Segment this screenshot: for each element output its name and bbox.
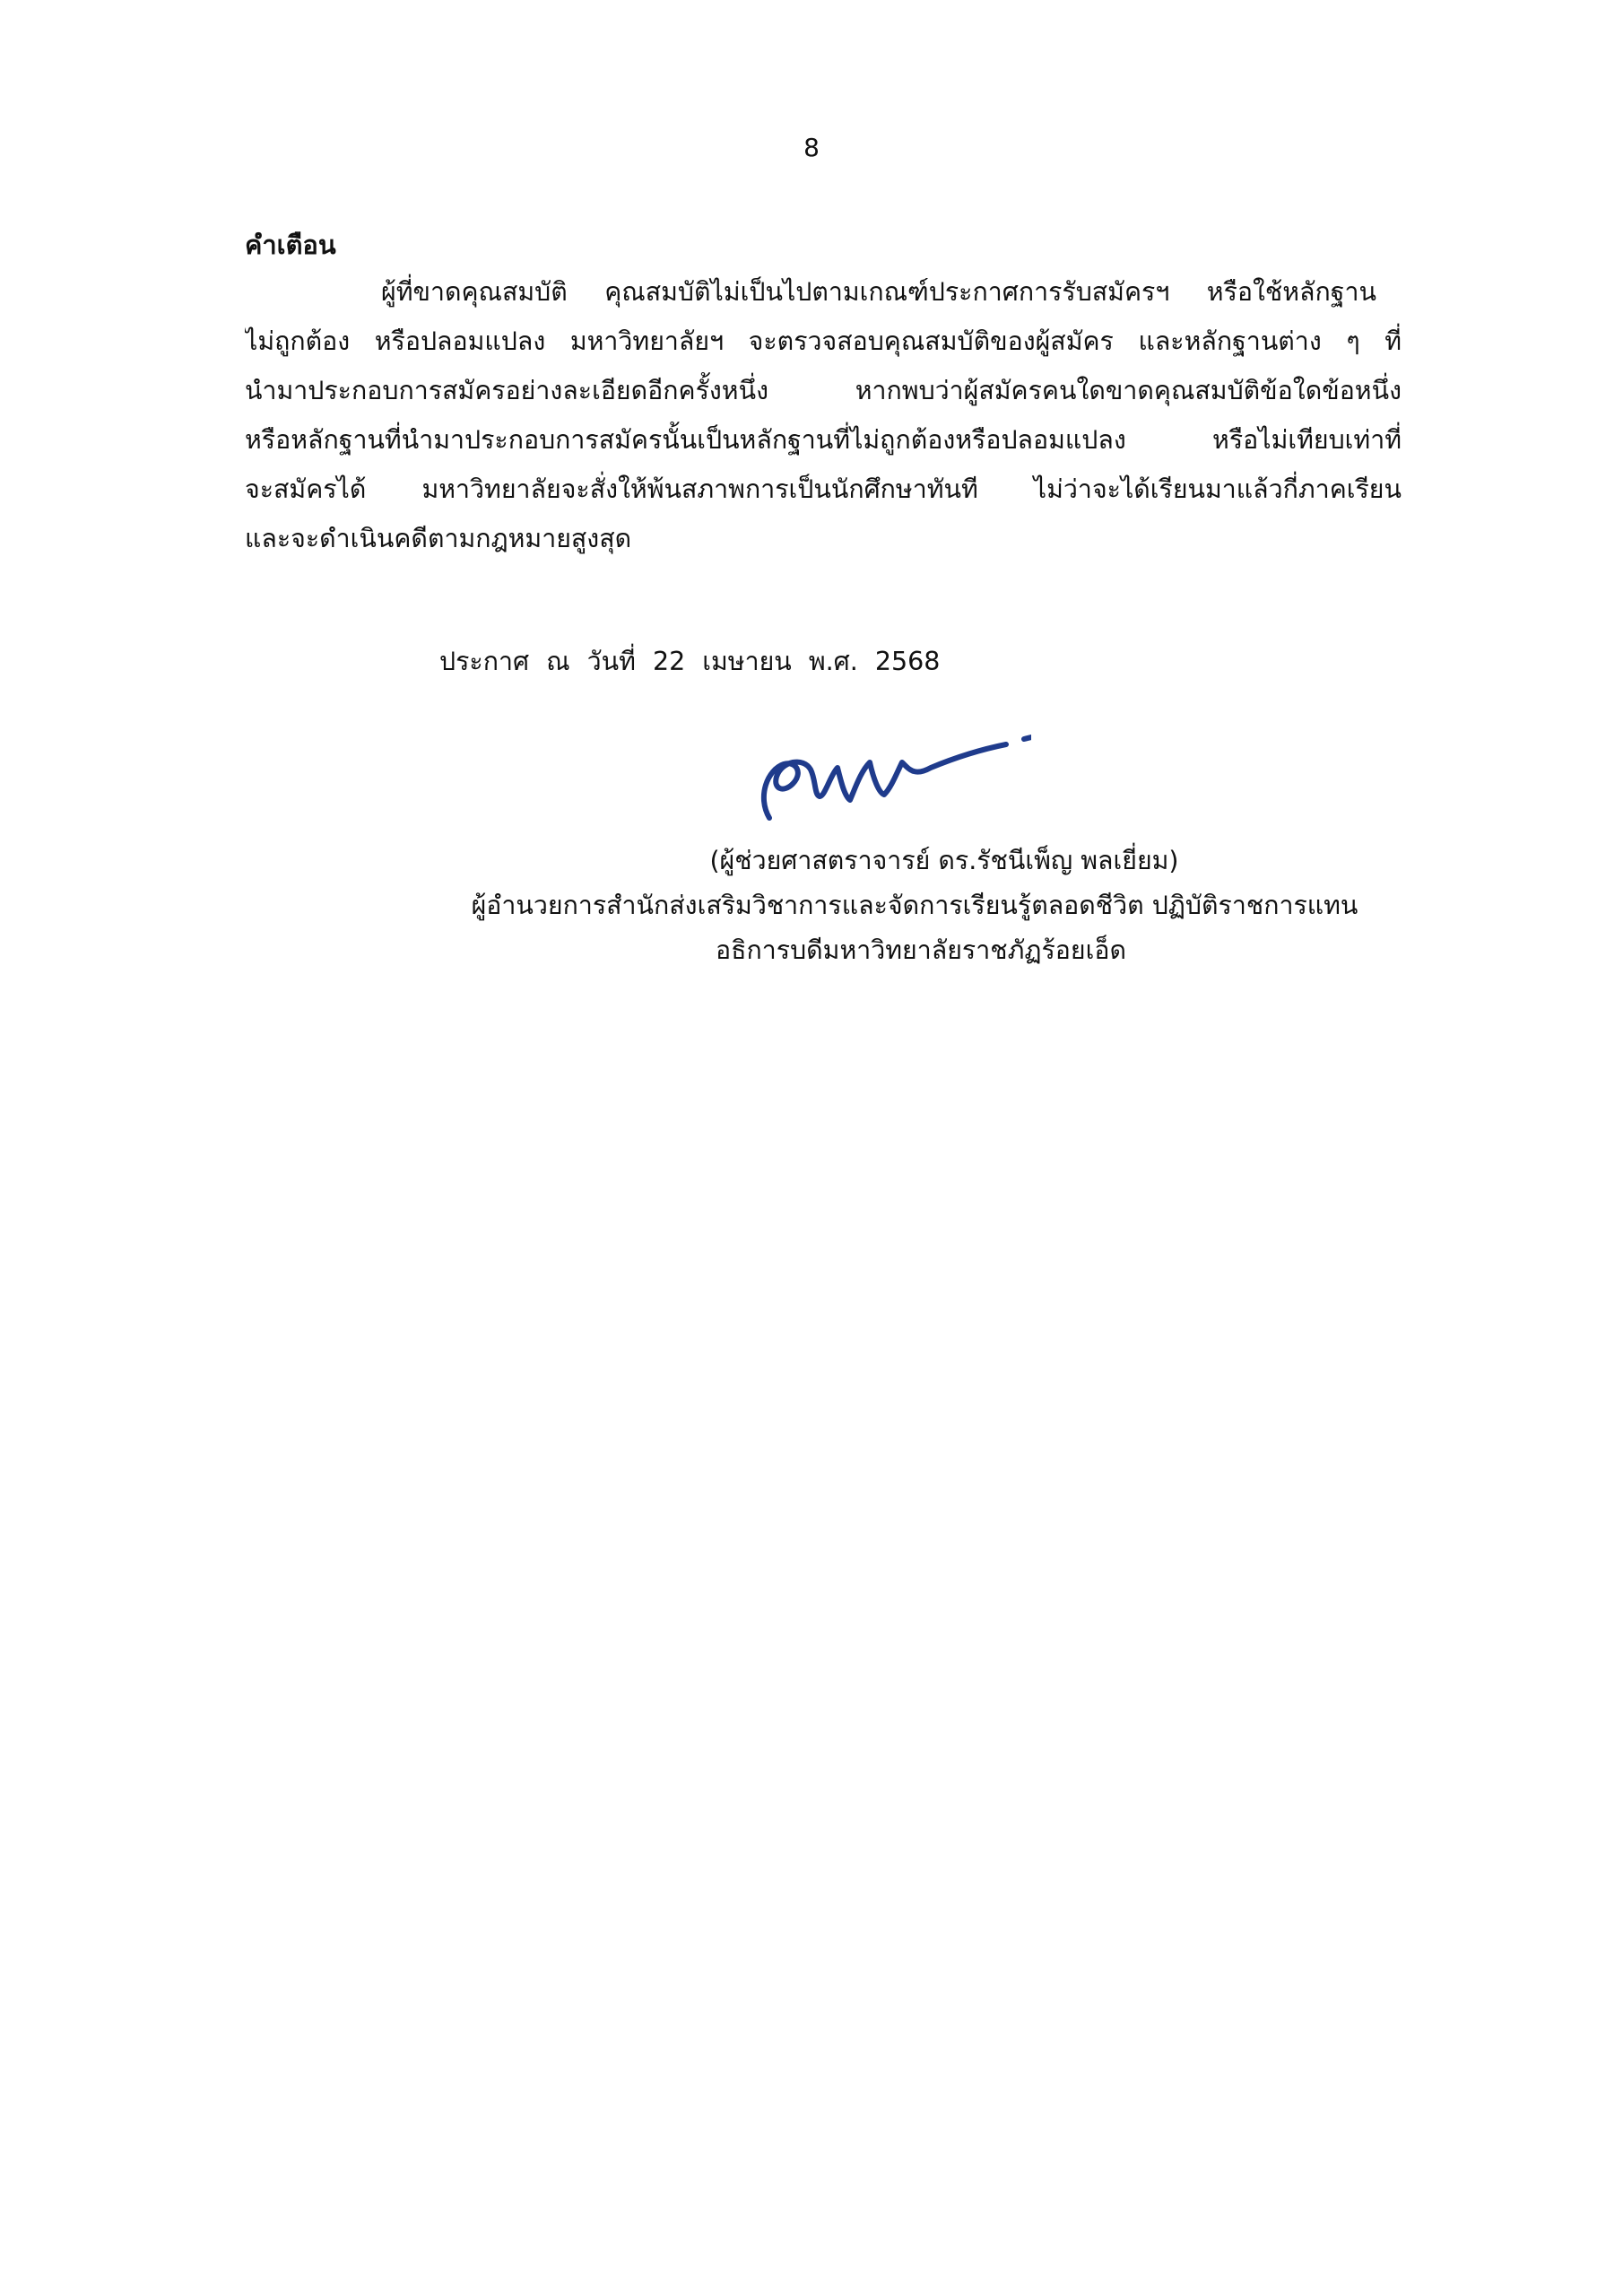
page-number: 8 <box>803 133 820 162</box>
warning-line: จะสมัครได้ มหาวิทยาลัยจะสั่งให้พ้นสภาพการเป็นนักศึกษาทันที ไม่ว่าจะได้เรียนมาแล้วกี่ภาคเรียน <box>245 474 1402 504</box>
handwritten-signature <box>744 718 1031 843</box>
signatory-name: (ผู้ช่วยศาสตราจารย์ ดร.รัชนีเพ็ญ พลเยี่ยม) <box>709 846 1179 875</box>
warning-line: นำมาประกอบการสมัครอย่างละเอียดอีกครั้งหนึ่ง หากพบว่าผู้สมัครคนใดขาดคุณสมบัติข้อใดข้อหนึ่ง <box>245 376 1402 405</box>
warning-line: หรือหลักฐานที่นำมาประกอบการสมัครนั้นเป็นหลักฐานที่ไม่ถูกต้องหรือปลอมแปลง หรือไม่เทียบเท่าที่ <box>245 425 1402 455</box>
signatory-block <box>386 839 1444 973</box>
signatory-position-2: อธิการบดีมหาวิทยาลัยราชภัฏร้อยเอ็ด <box>716 935 1126 965</box>
warning-heading: คำเตือน <box>245 230 336 260</box>
warning-paragraph <box>245 267 1402 563</box>
warning-line: ผู้ที่ขาดคุณสมบัติ คุณสมบัติไม่เป็นไปตามเกณฑ์ประกาศการรับสมัครฯ หรือใช้หลักฐาน <box>381 277 1376 307</box>
signatory-position: ผู้อำนวยการสำนักส่งเสริมวิชาการและจัดการเรียนรู้ตลอดชีวิต ปฏิบัติราชการแทน <box>471 891 1358 920</box>
warning-line: ไม่ถูกต้อง หรือปลอมแปลง มหาวิทยาลัยฯ จะตรวจสอบคุณสมบัติของผู้สมัคร และหลักฐานต่าง ๆ ที่ <box>245 326 1402 356</box>
warning-line: และจะดำเนินคดีตามกฎหมายสูงสุด <box>245 524 632 553</box>
announcement-date: ประกาศ ณ วันที่ 22 เมษายน พ.ศ. 2568 <box>439 647 941 676</box>
